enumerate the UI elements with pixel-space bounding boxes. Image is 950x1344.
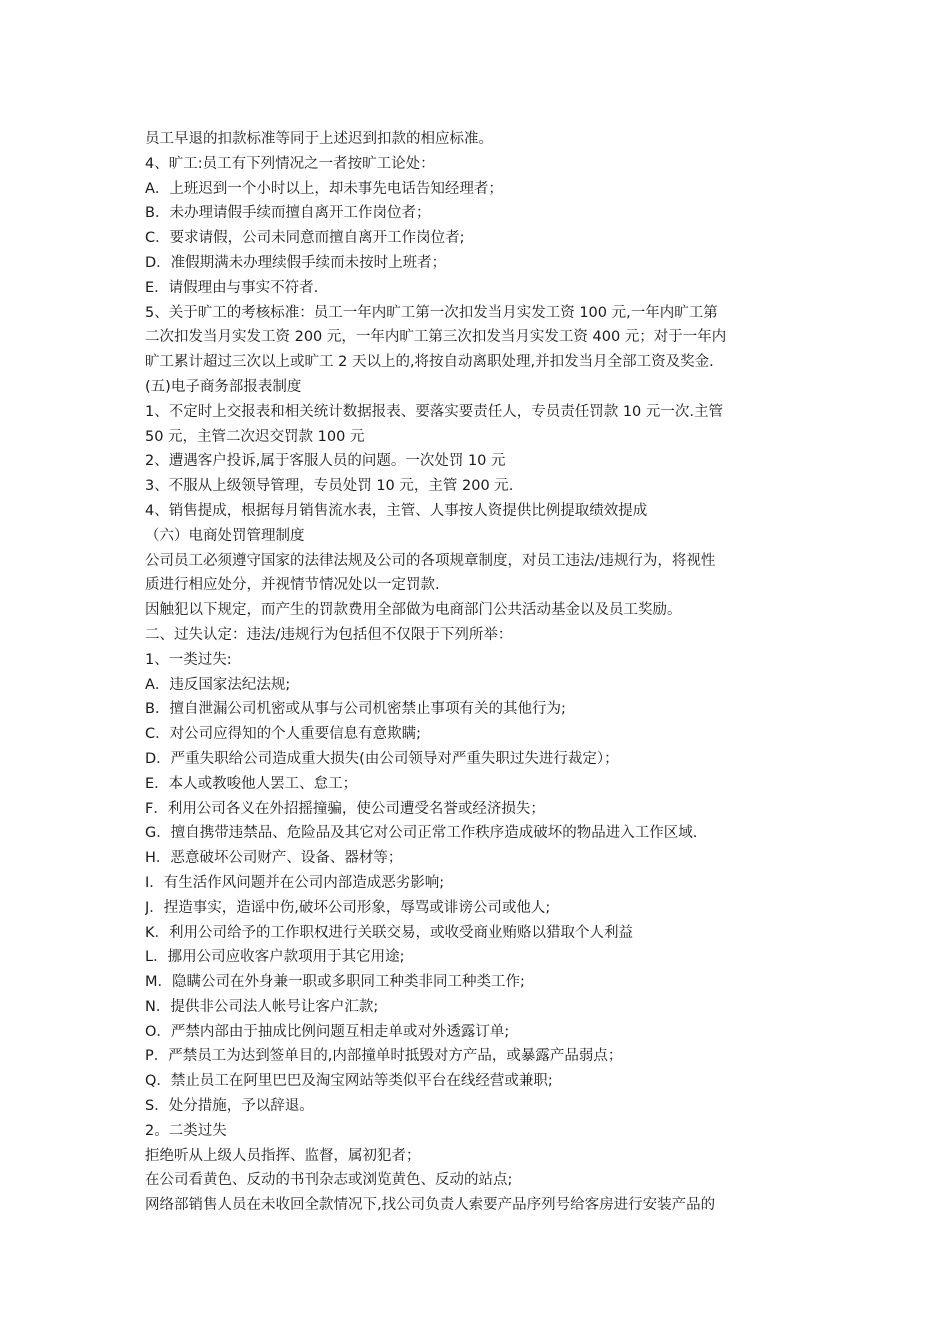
paragraph-line: 4、销售提成，根据每月销售流水表，主管、人事按人资提供比例提取绩效提成: [145, 502, 648, 519]
subsection-heading: 1、一类过失:: [145, 651, 232, 668]
list-item: O．严禁内部由于抽成比例问题互相走单或对外透露订单;: [145, 1023, 510, 1040]
list-item: K．利用公司给予的工作职权进行关联交易，或收受商业贿赂以猎取个人利益: [145, 924, 634, 941]
list-item: L．挪用公司应收客户款项用于其它用途;: [145, 949, 405, 966]
list-item: S．处分措施，予以辞退。: [145, 1098, 314, 1115]
list-item: Q．禁止员工在阿里巴巴及淘宝网站等类似平台在线经营或兼职;: [145, 1073, 553, 1090]
list-item: B．未办理请假手续而擅自离开工作岗位者；: [145, 205, 431, 222]
paragraph-line: 2、遭遇客户投诉,属于客服人员的问题。一次处罚 10 元: [145, 453, 506, 470]
list-item: A．上班迟到一个小时以上，却未事先电话告知经理者；: [145, 180, 503, 197]
paragraph-line: 质进行相应处分，并视情节情况处以一定罚款.: [145, 577, 440, 594]
paragraph-line: 50 元，主管二次迟交罚款 100 元: [145, 428, 365, 445]
list-item: P．严禁员工为达到签单目的,内部撞单时抵毁对方产品，或暴露产品弱点；: [145, 1048, 623, 1065]
subsection-heading: 2。二类过失: [145, 1122, 227, 1139]
list-item: D．严重失职给公司造成重大损失(由公司领导对严重失职过失进行裁定）；: [145, 750, 619, 767]
list-item: M．隐瞒公司在外身兼一职或多职同工种类非同工种类工作;: [145, 974, 525, 991]
list-item: B．擅自泄漏公司机密或从事与公司机密禁止事项有关的其他行为;: [145, 701, 566, 718]
list-item: E．本人或教唆他人罢工、怠工；: [145, 775, 358, 792]
section-heading: (五)电子商务部报表制度: [145, 378, 302, 395]
list-item: I．有生活作风问题并在公司内部造成恶劣影响;: [145, 874, 445, 891]
list-item: H．恶意破坏公司财产、设备、器材等；: [145, 850, 403, 867]
paragraph-line: 1、不定时上交报表和相关统计数据报表、要落实要责任人，专员责任罚款 10 元一次.主管: [145, 403, 724, 420]
list-item: E．请假理由与事实不符者.: [145, 279, 319, 296]
list-item: A．违反国家法纪法规;: [145, 676, 291, 693]
list-item: C．对公司应得知的个人重要信息有意欺瞒;: [145, 726, 422, 743]
paragraph-line: 旷工累计超过三次以上或旷工 2 天以上的,将按自动离职处理,并扣发当月全部工资及奖金.: [145, 354, 714, 371]
list-item: C．要求请假，公司未同意而擅自离开工作岗位者;: [145, 230, 465, 247]
paragraph-line: 5、关于旷工的考核标准：员工一年内旷工第一次扣发当月实发工资 100 元,一年内旷工第: [145, 304, 718, 321]
paragraph-line: 二次扣发当月实发工资 200 元，一年内旷工第三次扣发当月实发工资 400 元；对于一年内: [145, 329, 727, 346]
paragraph-line: 3、不服从上级领导管理，专员处罚 10 元，主管 200 元.: [145, 478, 514, 495]
paragraph-line: 因触犯以下规定，而产生的罚款费用全部做为电商部门公共活动基金以及员工奖励。: [145, 602, 682, 619]
paragraph-line: 在公司看黄色、反动的书刊杂志或浏览黄色、反动的站点;: [145, 1172, 513, 1189]
list-item: D．准假期满未办理续假手续而未按时上班者；: [145, 254, 447, 271]
section-heading: 二、过失认定：违法/违规行为包括但不仅限于下列所举：: [145, 626, 513, 643]
paragraph-line: 拒绝听从上级人员指挥、监督，属初犯者；: [145, 1147, 421, 1164]
paragraph-line: 员工早退的扣款标准等同于上述迟到扣款的相应标准。: [145, 131, 493, 147]
paragraph-line: 公司员工必须遵守国家的法律法规及公司的各项规章制度，对员工违法/违规行为，将视性: [145, 552, 716, 569]
list-item: J．捏造事实，造谣中伤,破坏公司形象，辱骂或诽谤公司或他人;: [145, 899, 551, 916]
list-item: G．擅自携带违禁品、危险品及其它对公司正常工作秩序造成破坏的物品进入工作区域.: [145, 825, 698, 842]
list-item: F．利用公司各义在外招摇撞骗，使公司遭受名誉或经济损失；: [145, 800, 545, 817]
list-item: N．提供非公司法人帐号让客户汇款;: [145, 998, 379, 1015]
paragraph-line: 网络部销售人员在未收回全款情况下,找公司负责人索要产品序列号给客房进行安装产品的: [145, 1197, 716, 1214]
paragraph-line: 4、旷工:员工有下列情况之一者按旷工论处：: [145, 155, 435, 172]
section-heading: （六）电商处罚管理制度: [145, 527, 305, 544]
document-body: [145, 127, 810, 1218]
